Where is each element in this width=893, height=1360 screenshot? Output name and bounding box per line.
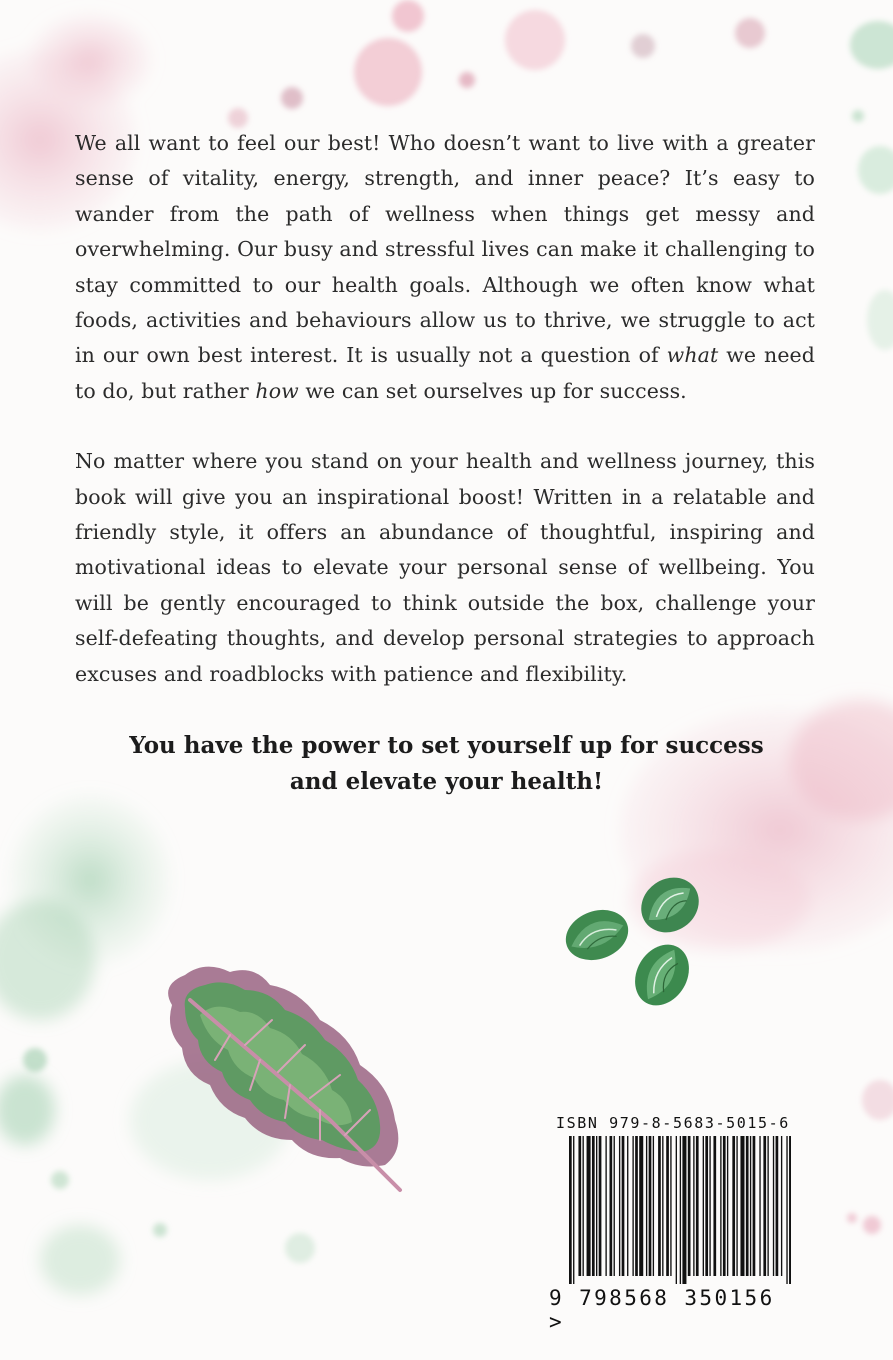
description-text (75, 126, 815, 692)
barcode-bar (666, 1136, 669, 1276)
barcode-bar (599, 1136, 602, 1276)
barcode-bar (596, 1136, 597, 1276)
barcode-bar (653, 1136, 654, 1276)
barcode-bar (750, 1136, 751, 1276)
barcode-bar (592, 1136, 595, 1276)
barcode-bar (703, 1136, 704, 1276)
tagline-line-1: You have the power to set yourself up for success (129, 732, 764, 759)
barcode-bar (705, 1136, 708, 1276)
pink-drops-top (228, 0, 765, 128)
barcode-bar (658, 1136, 661, 1276)
barcode-bar (676, 1136, 677, 1284)
barcode-bar (720, 1136, 721, 1276)
barcode-bar (627, 1136, 628, 1276)
barcode-bar (649, 1136, 652, 1276)
tagline (60, 728, 833, 800)
barcode-bar (614, 1136, 615, 1276)
barcode-bar (727, 1136, 728, 1276)
brussels-sprout-1 (559, 902, 636, 969)
ean-digits: 9 798568 350156 > (549, 1286, 775, 1334)
barcode-bar (587, 1136, 591, 1276)
barcode-bar (680, 1136, 681, 1284)
barcode-bar (682, 1136, 686, 1284)
green-splash-top-right (850, 21, 893, 350)
barcode-bar (688, 1136, 691, 1276)
barcode-bar (662, 1136, 663, 1276)
barcode-bar (605, 1136, 606, 1276)
tagline-line-2: and elevate your health! (289, 768, 604, 795)
emphasis-how: how (255, 378, 299, 403)
barcode-bar (639, 1136, 643, 1276)
pink-drops-bottom-right (847, 1080, 893, 1234)
barcode-bar (781, 1136, 782, 1276)
barcode-bar (763, 1136, 766, 1276)
barcode-bar (622, 1136, 625, 1276)
barcode-bar (709, 1136, 710, 1276)
paragraph-1 (75, 126, 815, 409)
paragraph-2: No matter where you stand on your health and wellness journey, this book will give you an inspirational boost! Written in a relatable and friendly style, it offers an abundance of thoughtful, inspiring and motivational ideas to elevate your personal sense of wellbeing. You will be gently encouraged to think outside the box, challenge your self-defeating thoughts, and develop personal strategies to approach excuses and roadblocks with patience and flexibility. (75, 449, 815, 686)
barcode-bar (776, 1136, 779, 1276)
emphasis-what: what (666, 343, 719, 368)
barcode-bar (753, 1136, 756, 1276)
barcode-bar (746, 1136, 749, 1276)
barcode-bar (786, 1136, 787, 1284)
barcode-bar (635, 1136, 638, 1276)
barcode-bar (578, 1136, 581, 1276)
barcode-bar (713, 1136, 716, 1276)
brussels-sprout-3 (624, 935, 699, 1015)
barcode-bar (767, 1136, 768, 1276)
barcode-bar (619, 1136, 620, 1276)
barcode-bar (610, 1136, 613, 1276)
barcode-bar (723, 1136, 726, 1276)
barcode-bar (569, 1136, 572, 1284)
barcode-bar (759, 1136, 760, 1276)
barcode-bar (573, 1136, 574, 1284)
barcode-bar (773, 1136, 774, 1276)
paragraph-1-text-a: We all want to feel our best! Who doesn’t want to live with a greater sense of vitality, energy, strength, and inner peace? It’s easy to wander from the path of wellness when things get messy and overwhelming. Our busy and stressful lives can make it challenging to stay committed to our health goals. Although we often know what foods, activities and behaviours allow us to thrive, we struggle to act in our own best interest. It is usually not a question of (75, 131, 815, 368)
barcode-bar (696, 1136, 699, 1276)
barcode-bar (740, 1136, 744, 1276)
barcode-bar (670, 1136, 671, 1276)
barcode-bar (789, 1136, 791, 1284)
paragraph-1-text-b: we need to do, but rather (75, 343, 816, 403)
barcode-bar (632, 1136, 633, 1276)
barcode-bars (569, 1136, 791, 1284)
barcode-bar (693, 1136, 694, 1276)
barcode-bar (646, 1136, 647, 1276)
barcode-bar (732, 1136, 735, 1276)
barcode-bar (583, 1136, 584, 1276)
barcode-bar (736, 1136, 737, 1276)
paragraph-1-text-c: we can set ourselves up for success. (298, 378, 687, 403)
isbn-label: ISBN 979-8-5683-5015-6 (556, 1114, 790, 1132)
